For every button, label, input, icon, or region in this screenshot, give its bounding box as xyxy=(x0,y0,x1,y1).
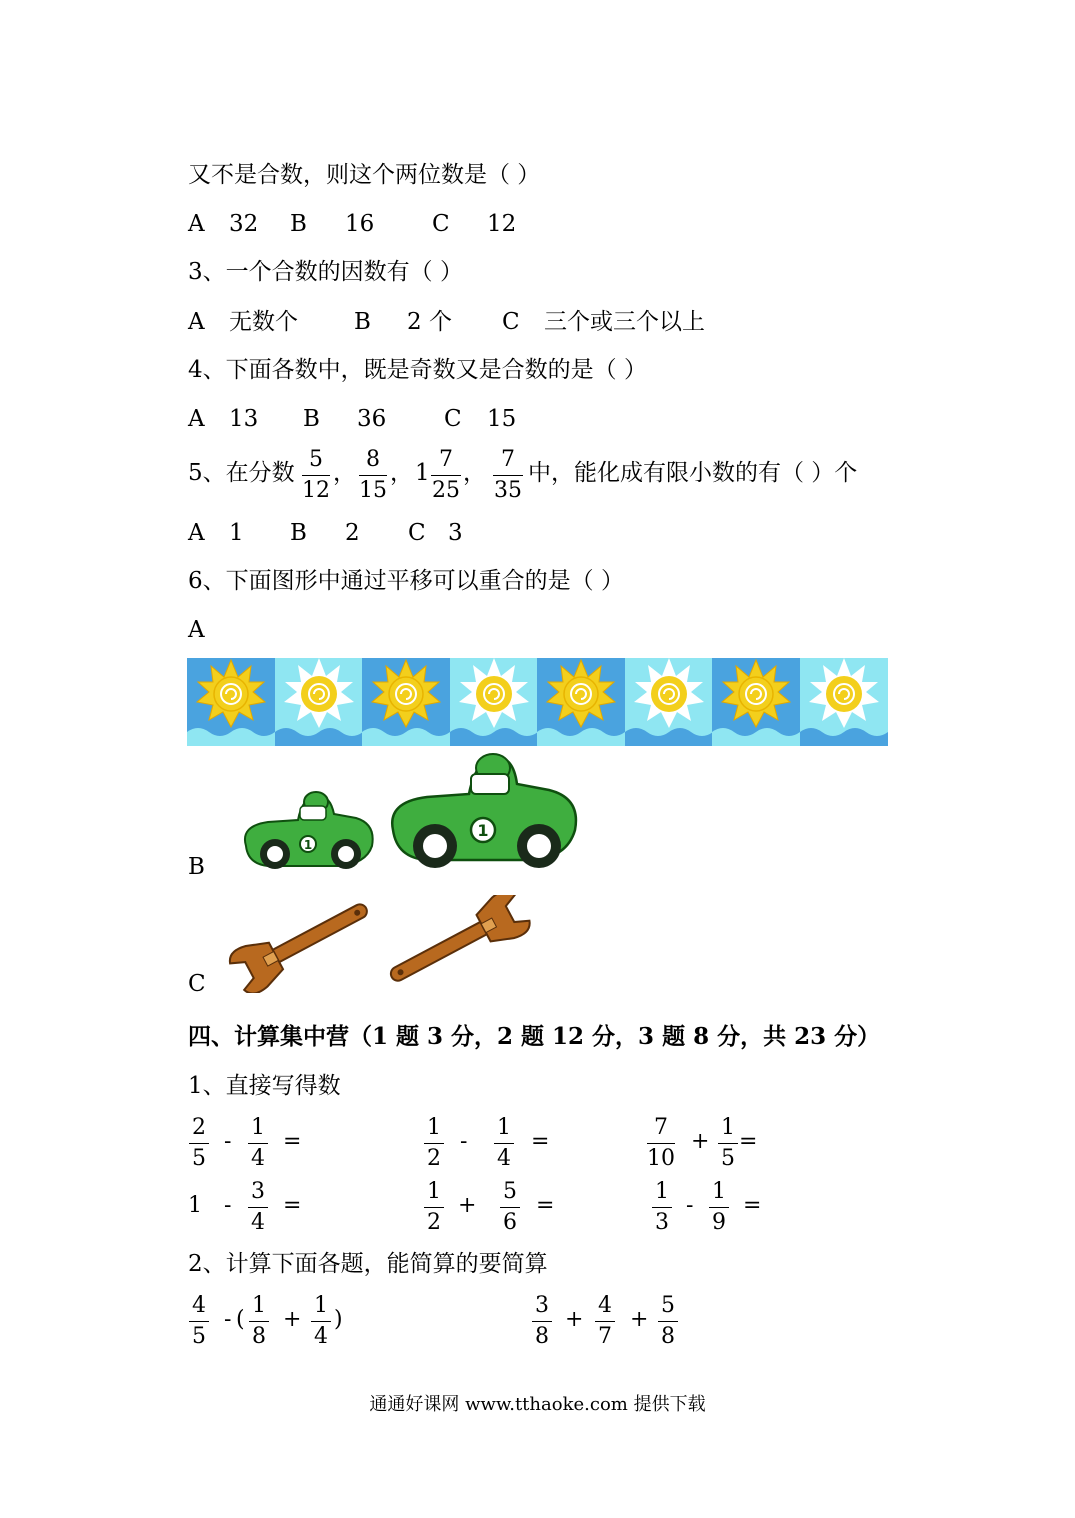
q5-comma-1: ， xyxy=(333,460,356,486)
q5-mixed-whole: 1 xyxy=(415,460,430,486)
q6-label-b: B xyxy=(188,854,205,880)
svg-text:1: 1 xyxy=(477,821,489,840)
calc2-expr1-right-paren: ) xyxy=(334,1307,343,1332)
q3-option-b-label: B xyxy=(354,309,371,335)
calc1-r1c1-eq: = xyxy=(283,1129,302,1154)
calc1-r1c1-op: - xyxy=(224,1129,232,1154)
sun-tile-3 xyxy=(362,658,450,746)
calc2-expr1-op1: - xyxy=(224,1307,232,1332)
q5-comma-3: ， xyxy=(463,460,486,486)
q5-fraction-3: 7 25 xyxy=(432,447,460,503)
sun-tile-2 xyxy=(275,658,363,746)
q5-option-b-value: 2 xyxy=(345,520,360,546)
sun-strip-image xyxy=(187,658,888,746)
calc1-r2c1-whole: 1 xyxy=(188,1193,202,1218)
q4-option-b-value: 36 xyxy=(357,406,387,432)
calc1-r1c3-eq: = xyxy=(739,1129,758,1154)
q3-option-b-value: 2 个 xyxy=(407,309,452,335)
calc1-r2c2-frac-b: 5 6 xyxy=(500,1178,520,1237)
calc1-r1c3-frac-b: 1 5 xyxy=(718,1114,738,1173)
q2-option-a-label: A xyxy=(188,211,205,237)
q3-option-a-label: A xyxy=(188,309,205,335)
calc1-r2c2-eq: = xyxy=(536,1193,555,1218)
calc2-expr1-frac-c: 1 4 xyxy=(311,1292,331,1351)
calc1-r1c2-op: - xyxy=(460,1129,468,1154)
calc2-expr1-frac-b: 1 8 xyxy=(249,1292,269,1351)
calc1-r2c3-eq: = xyxy=(743,1193,762,1218)
calc1-r2c3-op: - xyxy=(686,1193,694,1218)
calc1-r1c2-frac-b: 1 4 xyxy=(494,1114,514,1173)
q5-option-c-label: C xyxy=(408,520,426,546)
calc1-r2c1-eq: = xyxy=(283,1193,302,1218)
sun-tile-5 xyxy=(537,658,625,746)
calc1-r2c1-frac-b: 3 4 xyxy=(248,1178,268,1237)
calc2-expr2-op1: + xyxy=(565,1307,584,1332)
calc2-title: 2、计算下面各题，能简算的要简算 xyxy=(188,1251,548,1277)
calc2-expr1-left-paren: ( xyxy=(236,1307,245,1332)
q2-option-b-value: 16 xyxy=(345,211,375,237)
section-four-title: 四、计算集中营（1 题 3 分，2 题 12 分，3 题 8 分，共 23 分） xyxy=(188,1023,881,1050)
calc2-expr2-frac-a: 3 8 xyxy=(532,1292,552,1351)
q5-fraction-4: 7 35 xyxy=(494,447,522,503)
page-footer: 通通好课网 www.tthaoke.com 提供下载 xyxy=(369,1394,706,1415)
q4-option-a-value: 13 xyxy=(229,406,259,432)
calc1-r2c2-frac-a: 1 2 xyxy=(424,1178,444,1237)
q5-option-a-value: 1 xyxy=(229,520,244,546)
q5-suffix: 中，能化成有限小数的有（ ）个 xyxy=(528,460,858,486)
sun-tile-4 xyxy=(450,658,538,746)
q2-option-b-label: B xyxy=(290,211,307,237)
q5-option-c-value: 3 xyxy=(448,520,463,546)
calc2-expr1-op2: + xyxy=(283,1307,302,1332)
q3-stem: 3、一个合数的因数有（ ） xyxy=(188,259,463,285)
q2-option-c-label: C xyxy=(432,211,450,237)
q4-option-c-label: C xyxy=(444,406,462,432)
sun-tile-1 xyxy=(187,658,275,746)
calc1-r2c3-frac-b: 1 9 xyxy=(709,1178,729,1237)
calc1-r2c3-frac-a: 1 3 xyxy=(652,1178,672,1237)
q4-stem: 4、下面各数中，既是奇数又是合数的是（ ） xyxy=(188,357,647,383)
q4-option-a-label: A xyxy=(188,406,205,432)
calc2-expr2-frac-c: 5 8 xyxy=(658,1292,678,1351)
q5-prefix: 5、在分数 xyxy=(188,460,295,486)
q6-label-c: C xyxy=(188,971,206,997)
q6-label-a: A xyxy=(188,617,205,643)
calc1-title: 1、直接写得数 xyxy=(188,1073,341,1099)
q5-fraction-1: 5 12 xyxy=(302,447,330,503)
q6-stem: 6、下面图形中通过平移可以重合的是（ ） xyxy=(188,568,624,594)
calc1-r2c2-op: + xyxy=(458,1193,477,1218)
svg-text:1: 1 xyxy=(303,838,313,852)
calc1-r1c3-frac-a: 7 10 xyxy=(647,1115,675,1171)
calc1-r1c1-frac-b: 1 4 xyxy=(248,1114,268,1173)
calc1-r1c3-op: + xyxy=(691,1129,710,1154)
sun-tile-7 xyxy=(712,658,800,746)
small-race-car-image xyxy=(238,788,378,876)
q5-comma-2: ， xyxy=(390,460,413,486)
calc2-expr1-frac-a: 4 5 xyxy=(189,1292,209,1351)
large-race-car-image xyxy=(385,750,583,876)
calc1-r2c1-op: - xyxy=(224,1193,232,1218)
calc1-r1c1-frac-a: 2 5 xyxy=(189,1114,209,1173)
sun-tile-8 xyxy=(800,658,888,746)
q2-option-c-value: 12 xyxy=(487,211,517,237)
q5-option-b-label: B xyxy=(290,520,307,546)
q3-option-c-label: C xyxy=(502,309,520,335)
q5-option-a-label: A xyxy=(188,520,205,546)
wrench-image-2 xyxy=(380,895,536,993)
q4-option-b-label: B xyxy=(303,406,320,432)
calc2-expr2-op2: + xyxy=(630,1307,649,1332)
calc1-r1c2-frac-a: 1 2 xyxy=(424,1114,444,1173)
q5-fraction-2: 8 15 xyxy=(359,447,387,503)
calc2-expr2-frac-b: 4 7 xyxy=(595,1292,615,1351)
wrench-image-1 xyxy=(226,897,380,993)
q4-option-c-value: 15 xyxy=(487,406,517,432)
calc1-r1c2-eq: = xyxy=(531,1129,550,1154)
q2-option-a-value: 32 xyxy=(229,211,259,237)
q3-option-c-value: 三个或三个以上 xyxy=(544,309,705,335)
q3-option-a-value: 无数个 xyxy=(229,309,298,335)
sun-tile-6 xyxy=(625,658,713,746)
q2-stem-tail: 又不是合数，则这个两位数是（ ） xyxy=(188,162,541,188)
